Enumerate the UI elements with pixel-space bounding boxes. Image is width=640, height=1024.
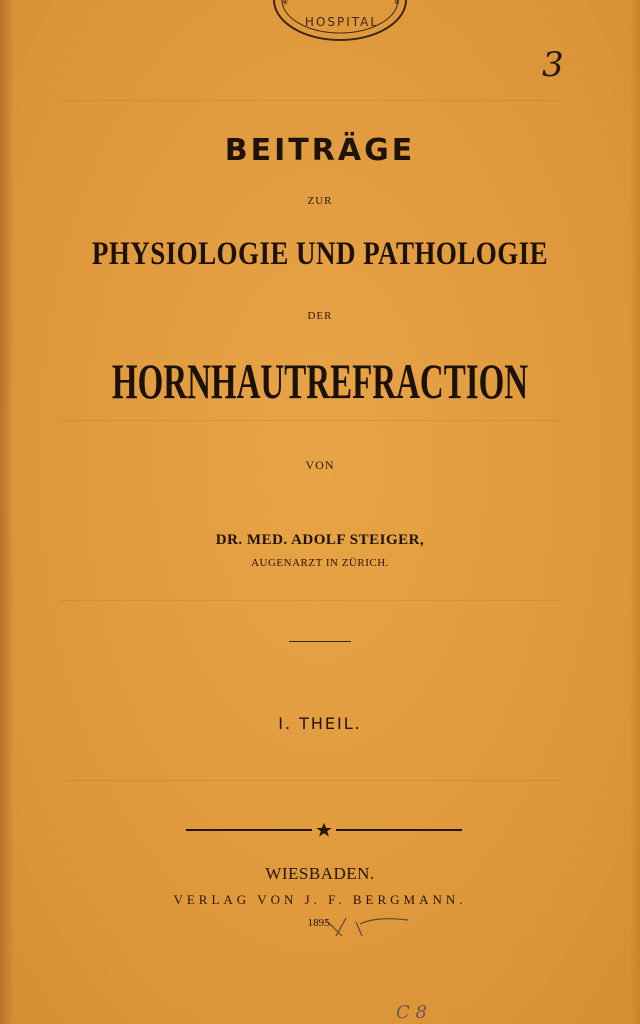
imprint-city: WIESBADEN. bbox=[265, 864, 375, 883]
title-subject: PHYSIOLOGIE UND PATHOLOGIE bbox=[91, 236, 549, 272]
show-through-line bbox=[60, 420, 560, 421]
title-der: DER bbox=[307, 310, 333, 322]
star-divider bbox=[186, 821, 462, 839]
title-zur: ZUR bbox=[307, 195, 333, 207]
part-label: I. THEIL. bbox=[278, 714, 362, 733]
star-icon bbox=[317, 823, 332, 837]
imprint-publisher: VERLAG VON J. F. BERGMANN. bbox=[173, 892, 467, 907]
shelfmark-number: 3 bbox=[542, 45, 564, 85]
title-topic: HORNHAUTREFRACTION bbox=[111, 353, 529, 409]
stamp-bottom-text: HOSPITAL bbox=[304, 15, 380, 29]
shelfmark-handwriting bbox=[536, 38, 576, 88]
bottom-handwriting bbox=[394, 996, 434, 1024]
show-through-line bbox=[60, 780, 560, 781]
author-von: VON bbox=[305, 458, 335, 472]
author-title: AUGENARZT IN ZÜRICH. bbox=[251, 557, 389, 569]
svg-text:*: * bbox=[282, 0, 290, 11]
pencil-annotation bbox=[296, 910, 416, 940]
svg-text:*: * bbox=[394, 0, 402, 11]
show-through-line bbox=[60, 100, 560, 101]
title-main: BEITRÄGE bbox=[224, 133, 416, 168]
library-stamp bbox=[270, 0, 410, 44]
show-through-line bbox=[60, 600, 560, 601]
author-name: DR. MED. ADOLF STEIGER, bbox=[215, 532, 425, 548]
bottom-note-text: C 8 bbox=[396, 1002, 427, 1023]
divider-rule bbox=[289, 641, 351, 642]
imprint-year: 1895. bbox=[307, 917, 333, 929]
